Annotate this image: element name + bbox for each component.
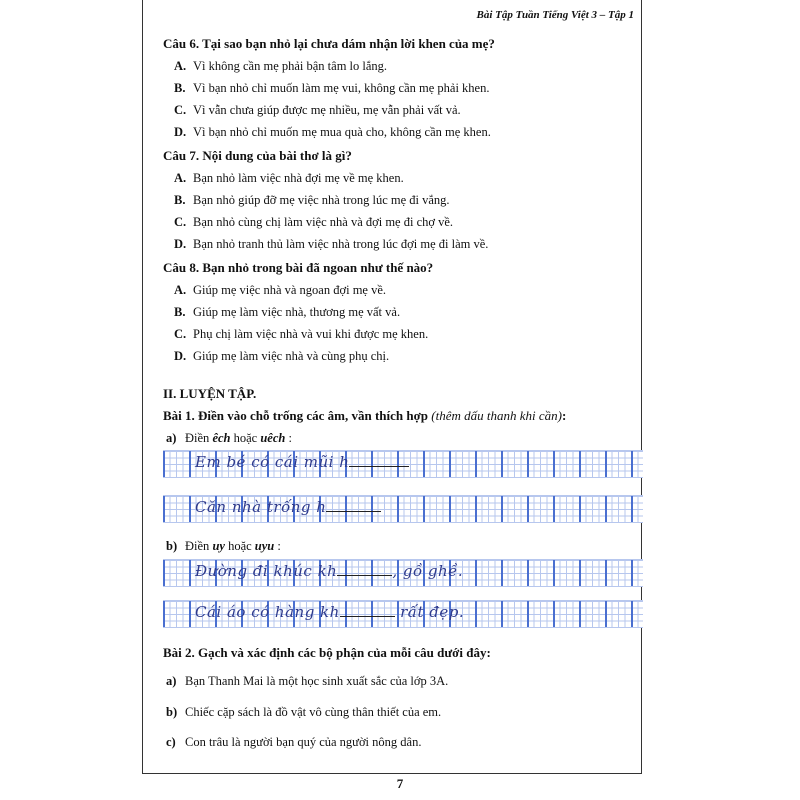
exercise-2-item-c: c) Con trâu là người bạn quý của người nông dân. [166, 735, 422, 749]
page-number: 7 [396, 776, 404, 791]
handwriting-line-3[interactable]: Đường đi khúc kh , gồ ghề. [195, 562, 464, 580]
question-8-title: Câu 8. Bạn nhỏ trong bài đã ngoan như thế nào? [163, 260, 434, 275]
question-7-option-a: A. Bạn nhỏ làm việc nhà đợi mẹ về mẹ khen. [174, 171, 404, 185]
exercise-1b-instruction: b) Điền uy hoặc uyu : [166, 539, 281, 553]
exercise-2-item-b: b) Chiếc cặp sách là đồ vật vô cùng thân thiết của em. [166, 705, 442, 719]
handwriting-line-4[interactable]: Cái áo có hàng kh rất đẹp. [195, 603, 465, 621]
exercise-1a-instruction: a) Điền êch hoặc uêch : [166, 431, 292, 445]
question-7-option-d: D. Bạn nhỏ tranh thủ làm việc nhà trong lúc đợi mẹ đi làm về. [174, 237, 489, 251]
question-7-option-b: B. Bạn nhỏ giúp đỡ mẹ việc nhà trong lúc mẹ đi vắng. [174, 193, 450, 207]
question-8-option-d: D. Giúp mẹ làm việc nhà và cùng phụ chị. [174, 349, 390, 363]
question-8-option-b: B. Giúp mẹ làm việc nhà, thương mẹ vất vả. [174, 305, 401, 319]
section-title: II. LUYỆN TẬP. [163, 386, 257, 401]
handwriting-line-1[interactable]: Em bé có cái mũi h [195, 453, 409, 471]
question-6-option-c: C. Vì vẫn chưa giúp được mẹ nhiều, mẹ vẫn phải vất vả. [174, 103, 461, 117]
handwriting-line-2[interactable]: Căn nhà trống h [195, 498, 381, 516]
question-6-option-b: B. Vì bạn nhỏ chỉ muốn làm mẹ vui, không cần mẹ phải khen. [174, 81, 490, 95]
question-8-option-a: A. Giúp mẹ việc nhà và ngoan đợi mẹ về. [174, 283, 387, 297]
question-7-title: Câu 7. Nội dung của bài thơ là gì? [163, 148, 352, 163]
question-6-title: Câu 6. Tại sao bạn nhỏ lại chưa dám nhận lời khen của mẹ? [163, 36, 495, 51]
question-6-option-a: A. Vì không cần mẹ phải bận tâm lo lắng. [174, 59, 388, 73]
exercise-2-title: Bài 2. Gạch và xác định các bộ phận của mỗi câu dưới đây: [163, 645, 491, 660]
question-7-option-c: C. Bạn nhỏ cùng chị làm việc nhà và đợi mẹ đi chợ về. [174, 215, 454, 229]
running-header: Bài Tập Tuần Tiếng Việt 3 – Tập 1 [476, 9, 634, 21]
question-8-option-c: C. Phụ chị làm việc nhà và vui khi được mẹ khen. [174, 327, 429, 341]
question-6-option-d: D. Vì bạn nhỏ chỉ muốn mẹ mua quà cho, không cần mẹ khen. [174, 125, 491, 139]
exercise-2-item-a: a) Bạn Thanh Mai là một học sinh xuất sắc của lớp 3A. [166, 674, 449, 688]
exercise-1-title: Bài 1. Điền vào chỗ trống các âm, vần thích hợp (thêm dấu thanh khi cần): [163, 408, 567, 423]
